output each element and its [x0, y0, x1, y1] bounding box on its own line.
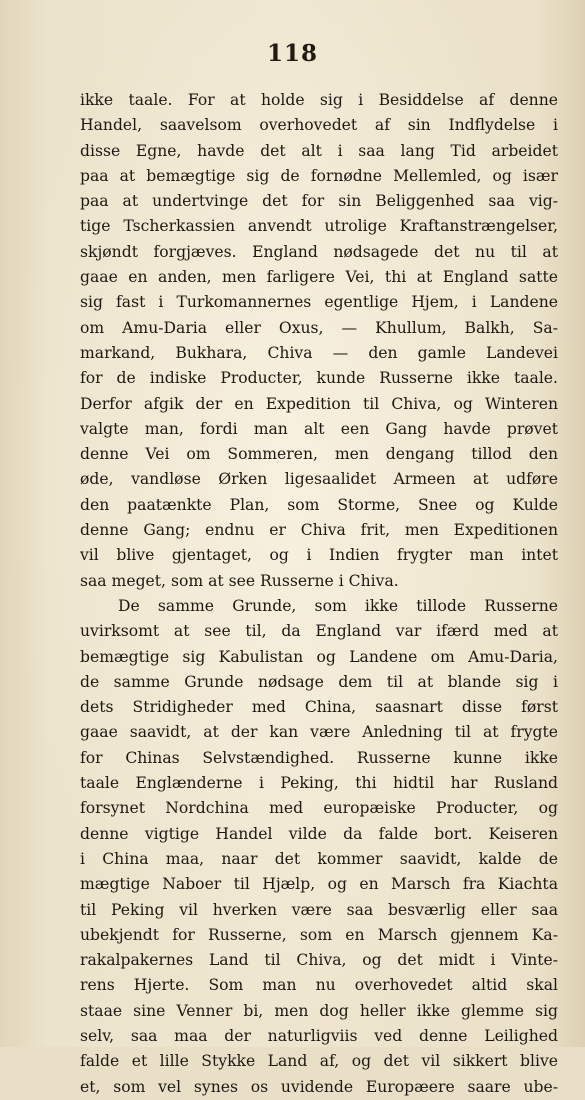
text-line: rens Hjerte. Som man nu overhovedet altid skal — [80, 976, 558, 995]
text-line: i China maa, naar det kommer saavidt, kalde de — [80, 849, 558, 868]
text-line: uvirksomt at see til, da England var ifærd med at — [80, 622, 558, 641]
text-line: gaae en anden, men farligere Vei, thi at England satte — [80, 268, 558, 287]
text-line: vil blive gjentaget, og i Indien frygter man intet — [80, 546, 558, 565]
text-line: skjøndt forgjæves. England nødsagede det nu til at — [80, 242, 558, 261]
text-line: falde et lille Stykke Land af, og det vil sikkert blive — [80, 1052, 558, 1071]
text-line: sig fast i Turkomannernes egentlige Hjem, i Landene — [80, 293, 558, 312]
text-line: denne Gang; endnu er Chiva frit, men Expeditionen — [80, 521, 558, 540]
text-line: taale Englænderne i Peking, thi hidtil har Rusland — [80, 774, 558, 793]
text-line: de samme Grunde nødsage dem til at blande sig i — [80, 672, 558, 691]
text-line: disse Egne, havde det alt i saa lang Tid arbeidet — [80, 141, 558, 160]
text-line: for de indiske Producter, kunde Russerne ikke taale. — [80, 369, 558, 388]
text-line: bemægtige sig Kabulistan og Landene om Amu-Daria, — [80, 647, 558, 666]
text-line: rakalpakernes Land til Chiva, og det midt i Vinte- — [80, 951, 558, 970]
text-line: forsynet Nordchina med europæiske Producter, og — [80, 799, 558, 818]
text-line: denne Vei om Sommeren, men dengang tillod den — [80, 445, 558, 464]
text-line: De samme Grunde, som ikke tillode Russerne — [118, 596, 558, 615]
text-line: markand, Bukhara, Chiva — den gamle Landevei — [80, 343, 558, 362]
text-line: gaae saavidt, at der kan være Anledning til at frygte — [80, 723, 558, 742]
text-line: om Amu-Daria eller Oxus, — Khullum, Balkh, Sa- — [80, 318, 558, 337]
text-line: selv, saa maa der naturligviis ved denne Leilighed — [80, 1026, 558, 1045]
text-line: staae sine Venner bi, men dog heller ikke glemme sig — [80, 1001, 558, 1020]
text-line: Handel, saavelsom overhovedet af sin Indflydelse i — [80, 116, 558, 135]
text-line: denne vigtige Handel vilde da falde bort. Keiseren — [80, 824, 558, 843]
text-line: mægtige Naboer til Hjælp, og en Marsch fra Kiachta — [80, 875, 558, 894]
text-line: ikke taale. For at holde sig i Besiddelse af denne — [80, 91, 558, 109]
text-line: et, som vel synes os uvidende Europæere saare ube- — [80, 1077, 558, 1096]
text-line: for Chinas Selvstændighed. Russerne kunne ikke — [80, 748, 558, 767]
text-line: til Peking vil hverken være saa besværlig eller saa — [80, 900, 558, 919]
text-line: dets Stridigheder med China, saasnart disse først — [80, 698, 558, 717]
text-line: saa meget, som at see Russerne i Chiva. — [80, 571, 399, 590]
text-line: øde, vandløse Ørken ligesaalidet Armeen at udføre — [80, 470, 558, 489]
text-line: paa at undertvinge det for sin Beliggenhed saa vig- — [80, 192, 558, 211]
text-line: ubekjendt for Russerne, som en Marsch gjennem Ka- — [80, 925, 558, 944]
page-number: 118 — [266, 40, 318, 67]
text-line: den paatænkte Plan, som Storme, Snee og Kulde — [80, 495, 558, 514]
text-line: Derfor afgik der en Expedition til Chiva, og Winteren — [80, 394, 558, 413]
body-text — [80, 88, 558, 1100]
text-line: valgte man, fordi man alt een Gang havde prøvet — [80, 419, 558, 438]
text-line: tige Tscherkassien anvendt utrolige Kraftanstrængelser, — [80, 217, 558, 236]
text-line: paa at bemægtige sig de fornødne Mellemled, og især — [80, 166, 558, 185]
